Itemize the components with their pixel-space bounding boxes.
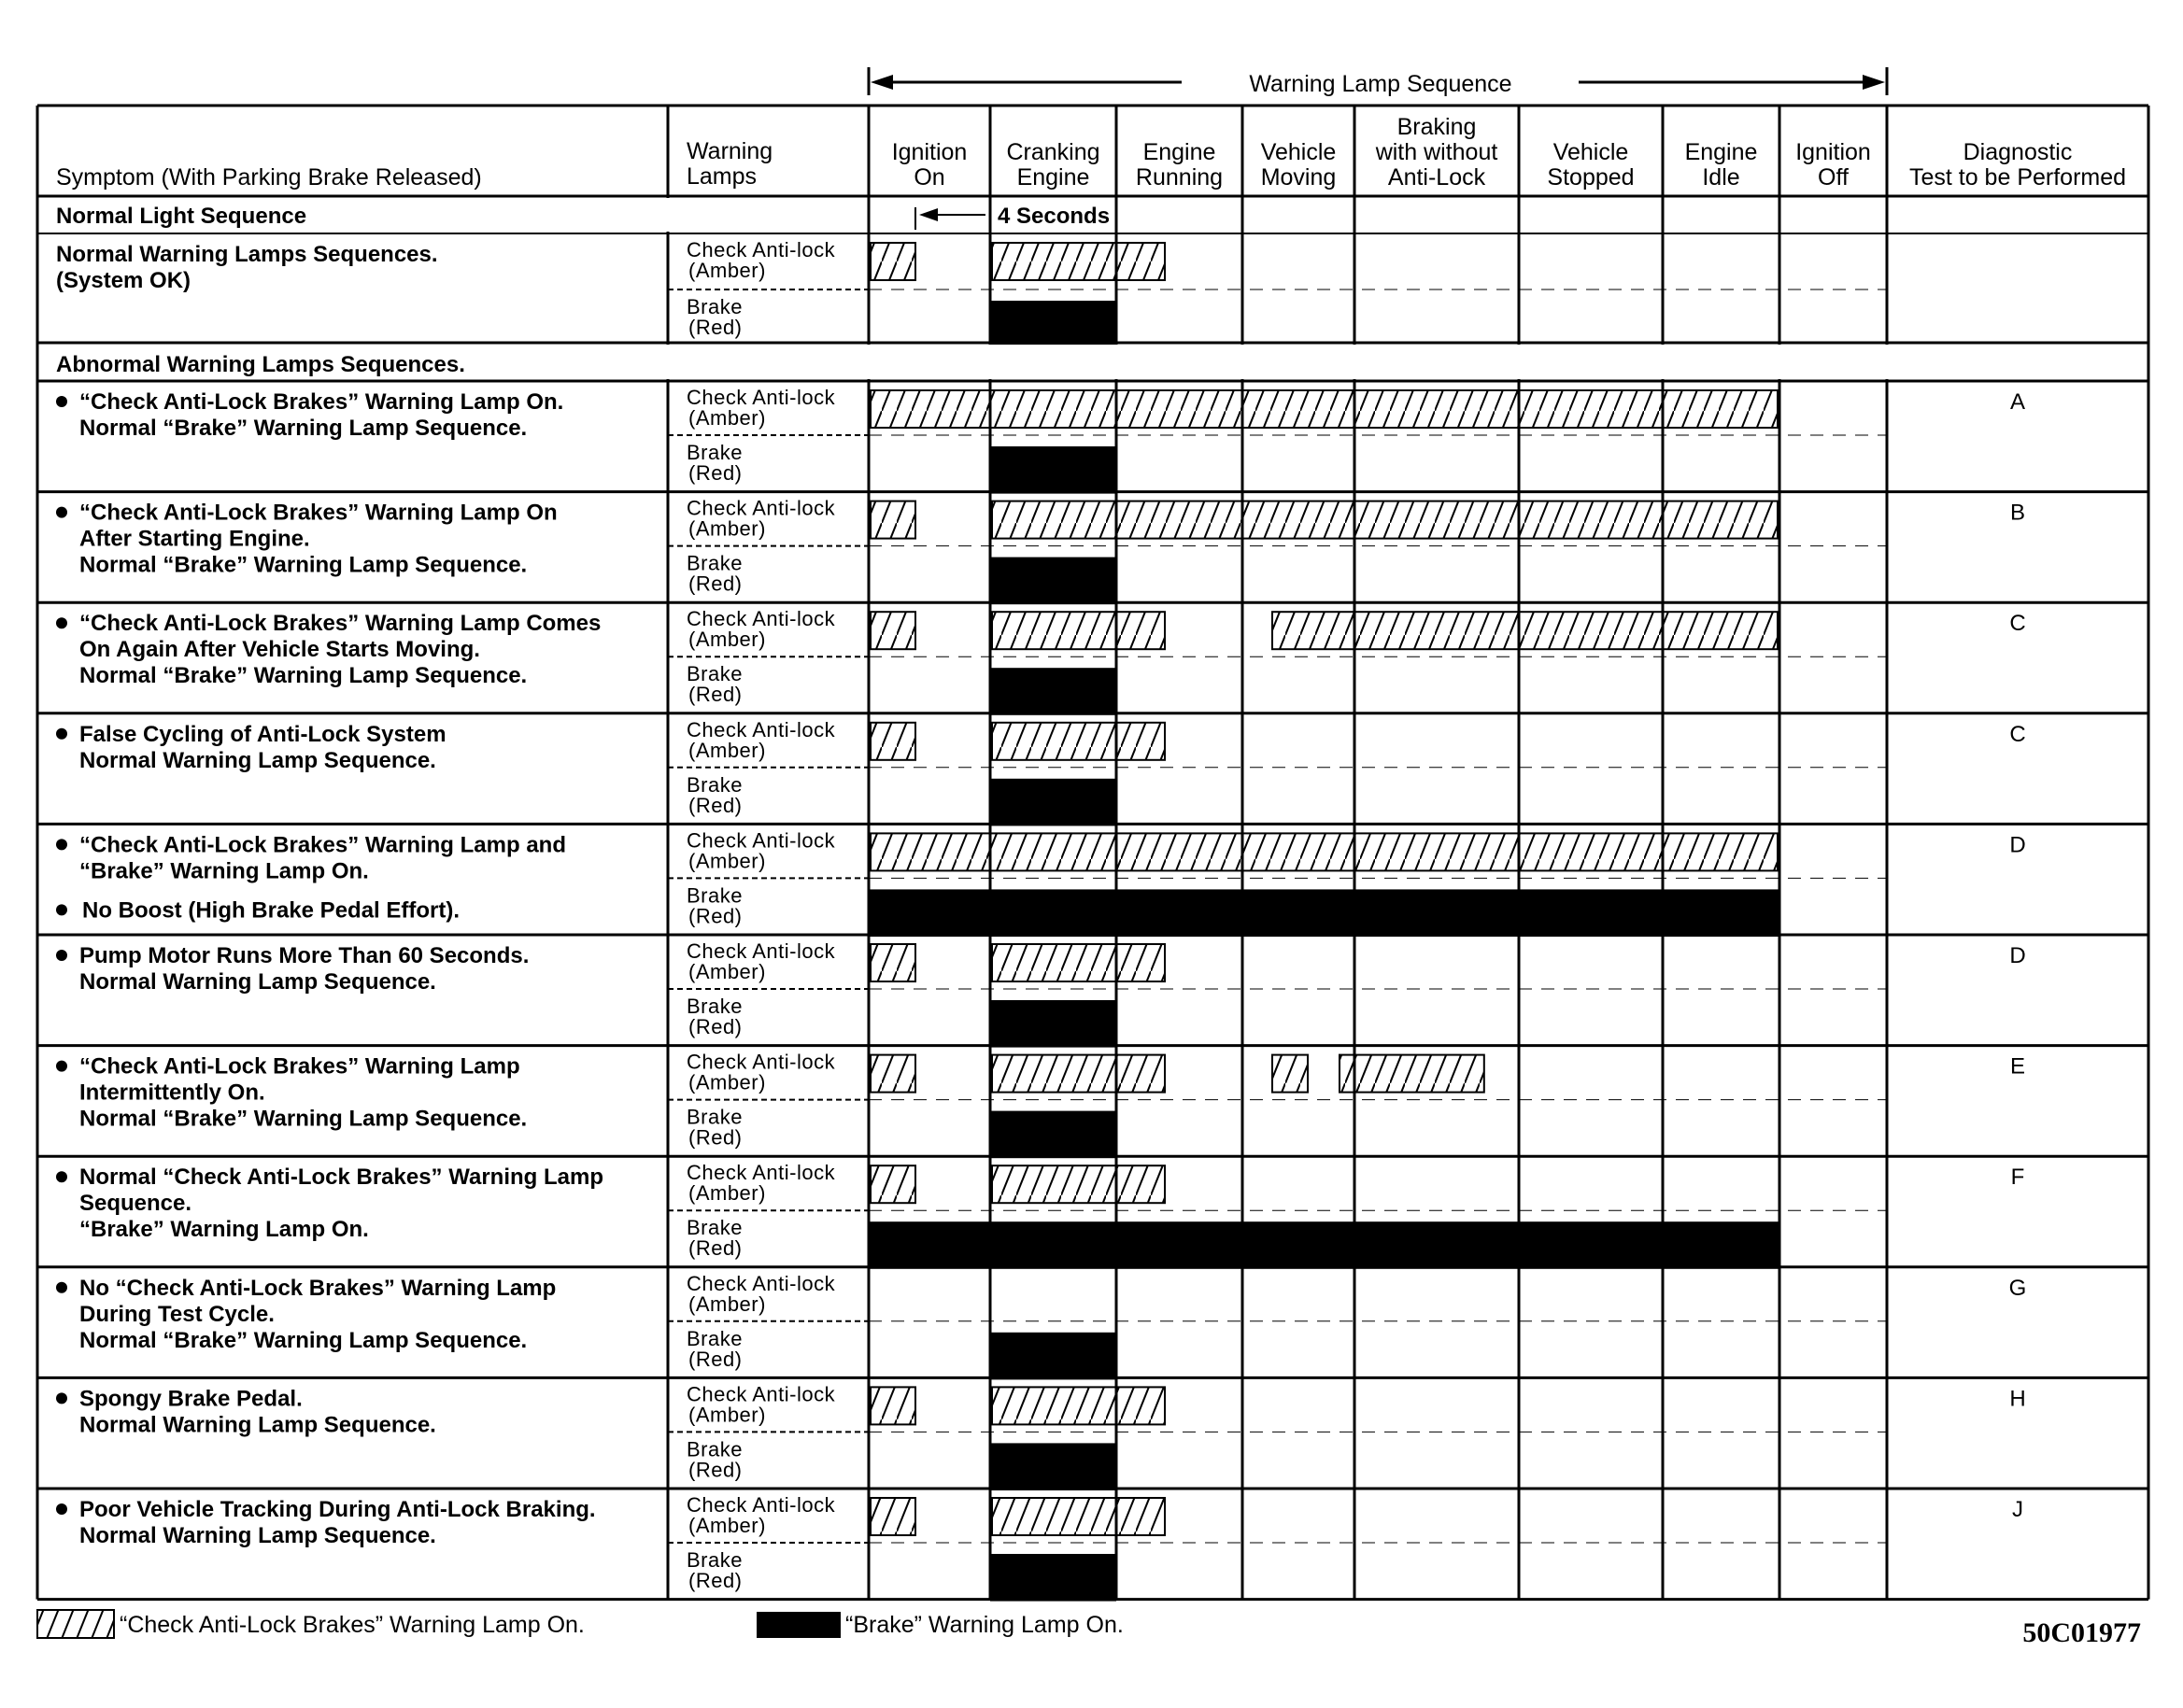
red-lamp-sublabel: (Red): [688, 1458, 743, 1482]
amber-lamp-sublabel: (Amber): [688, 738, 766, 762]
header-stage: Moving: [1260, 164, 1337, 191]
bullet: [56, 1282, 67, 1293]
amber-lamp-sublabel: (Amber): [688, 628, 766, 652]
red-lamp-label: Brake: [687, 1326, 743, 1350]
amber-lamp-label: Check Anti-lock: [687, 607, 836, 631]
title-arrowhead-right: [1863, 75, 1885, 90]
red-lamp-label: Brake: [687, 441, 743, 464]
amber-lamp-bar: [871, 243, 915, 280]
red-lamp-label: Brake: [687, 772, 743, 797]
amber-lamp-bar: [1272, 1055, 1308, 1093]
symptom-text: “Check Anti-Lock Brakes” Warning Lamp and: [79, 832, 566, 858]
symptom-text: “Brake” Warning Lamp On.: [79, 858, 369, 884]
amber-lamp-sublabel: (Amber): [688, 849, 766, 873]
symptom-text: After Starting Engine.: [79, 526, 310, 552]
red-lamp-sublabel: (Red): [688, 683, 743, 707]
amber-lamp-sublabel: (Amber): [688, 960, 766, 983]
red-lamp-label: Brake: [687, 1105, 743, 1129]
amber-lamp-sublabel: (Amber): [688, 1181, 766, 1206]
red-lamp-bar: [990, 668, 1116, 715]
bullet: [56, 1061, 67, 1072]
bullet: [56, 617, 67, 628]
amber-lamp-label: Check Anti-lock: [687, 717, 836, 741]
header-warning-lamps: Warning: [687, 138, 773, 164]
header-diagnostic: Diagnostic: [1963, 139, 2073, 165]
bullet: [56, 1392, 67, 1404]
diagnostic-test-letter: G: [2008, 1275, 2027, 1301]
amber-lamp-label: Check Anti-lock: [687, 386, 836, 409]
symptom-text: Normal “Brake” Warning Lamp Sequence.: [79, 1327, 528, 1353]
amber-lamp-bar: [992, 723, 1165, 760]
symptom-text: “Brake” Warning Lamp On.: [79, 1217, 369, 1243]
diagnostic-test-letter: C: [2009, 721, 2026, 747]
header-stage: Cranking: [1006, 139, 1100, 165]
amber-lamp-label: Check Anti-lock: [687, 939, 836, 963]
header-symptom: Symptom (With Parking Brake Released): [56, 164, 482, 191]
red-lamp-sublabel: (Red): [688, 461, 743, 485]
amber-lamp-bar: [992, 1387, 1165, 1424]
header-stage: Stopped: [1547, 164, 1635, 191]
symptom-text: Normal “Brake” Warning Lamp Sequence.: [79, 552, 528, 578]
symptom-text: (System OK): [56, 268, 191, 293]
red-lamp-sublabel: (Red): [688, 1569, 743, 1592]
symptom-text: Normal Warning Lamp Sequence.: [79, 747, 436, 773]
chart-title: Warning Lamp Sequence: [1249, 71, 1512, 97]
amber-lamp-bar: [1340, 1055, 1484, 1093]
symptom-text: Normal “Brake” Warning Lamp Sequence.: [79, 1106, 528, 1132]
header-stage: Braking: [1396, 114, 1477, 140]
symptom-text: Normal “Brake” Warning Lamp Sequence.: [79, 663, 528, 689]
diagnostic-test-letter: C: [2009, 611, 2026, 637]
bullet: [56, 950, 67, 961]
header-stage: Ignition: [891, 139, 968, 165]
amber-lamp-bar: [992, 1055, 1165, 1093]
symptom-text: Normal “Brake” Warning Lamp Sequence.: [79, 416, 528, 441]
amber-lamp-bar: [871, 1387, 915, 1424]
symptom-text: On Again After Vehicle Starts Moving.: [79, 637, 480, 663]
red-lamp-sublabel: (Red): [688, 1236, 743, 1261]
amber-lamp-bar: [871, 1165, 915, 1203]
red-lamp-bar: [990, 779, 1116, 826]
bullet: [56, 728, 67, 740]
header-stage: Off: [1818, 164, 1849, 191]
header-stage: Engine: [1142, 139, 1216, 165]
amber-lamp-label: Check Anti-lock: [687, 1050, 836, 1074]
red-lamp-bar: [869, 889, 1779, 937]
header-stage: Running: [1135, 164, 1224, 191]
red-lamp-bar: [990, 1111, 1116, 1159]
amber-lamp-bar: [871, 833, 1778, 870]
legend-amber-text: “Check Anti-Lock Brakes” Warning Lamp On.: [120, 1612, 585, 1638]
bullet: [56, 507, 67, 518]
legend-amber-swatch: [37, 1610, 114, 1638]
red-lamp-bar: [990, 1554, 1116, 1602]
red-lamp-label: Brake: [687, 551, 743, 575]
diagnostic-test-letter: B: [2009, 500, 2026, 526]
bullet: [56, 1503, 67, 1515]
header-stage: Vehicle: [1552, 139, 1629, 165]
symptom-text: No “Check Anti-Lock Brakes” Warning Lamp: [79, 1275, 557, 1301]
amber-lamp-sublabel: (Amber): [688, 1292, 766, 1316]
amber-lamp-bar: [871, 944, 915, 981]
amber-lamp-sublabel: (Amber): [688, 259, 766, 282]
red-lamp-label: Brake: [687, 1548, 743, 1572]
symptom-text: During Test Cycle.: [79, 1301, 275, 1327]
symptom-text: Spongy Brake Pedal.: [79, 1386, 303, 1412]
red-lamp-label: Brake: [687, 295, 743, 318]
bullet: [56, 1171, 67, 1182]
red-lamp-bar: [990, 1443, 1116, 1490]
red-lamp-bar: [990, 558, 1116, 605]
symptom-text: “Check Anti-Lock Brakes” Warning Lamp: [79, 1053, 520, 1080]
red-lamp-sublabel: (Red): [688, 316, 743, 339]
amber-lamp-label: Check Anti-lock: [687, 1493, 836, 1517]
red-lamp-bar: [990, 301, 1116, 345]
red-lamp-label: Brake: [687, 995, 743, 1018]
header-stage: On: [914, 164, 945, 191]
diagnostic-test-letter: J: [2012, 1497, 2023, 1522]
diagnostic-test-letter: F: [2010, 1165, 2025, 1191]
red-lamp-sublabel: (Red): [688, 572, 743, 596]
red-lamp-sublabel: (Red): [688, 793, 743, 817]
header-stage: with without: [1375, 139, 1498, 165]
diagnostic-test-letter: D: [2009, 943, 2026, 968]
red-lamp-label: Brake: [687, 1437, 743, 1461]
amber-lamp-sublabel: (Amber): [688, 1070, 766, 1094]
header-stage: Ignition: [1795, 139, 1871, 165]
red-lamp-label: Brake: [687, 883, 743, 908]
diagnostic-test-letter: H: [2009, 1386, 2026, 1412]
amber-lamp-bar: [871, 723, 915, 760]
red-lamp-label: Brake: [687, 662, 743, 686]
amber-lamp-label: Check Anti-lock: [687, 496, 836, 520]
red-lamp-sublabel: (Red): [688, 1125, 743, 1150]
normal-section-label: Normal Light Sequence: [56, 204, 307, 229]
amber-lamp-bar: [992, 1498, 1165, 1535]
red-lamp-sublabel: (Red): [688, 1347, 743, 1371]
amber-lamp-sublabel: (Amber): [688, 1403, 766, 1427]
symptom-text: Normal “Check Anti-Lock Brakes” Warning Lamp: [79, 1165, 603, 1191]
bullet: [56, 904, 67, 915]
symptom-text: Pump Motor Runs More Than 60 Seconds.: [79, 943, 530, 968]
header-stage: Engine: [1684, 139, 1758, 165]
symptom-text: Normal Warning Lamp Sequence.: [79, 1412, 436, 1438]
red-lamp-label: Brake: [687, 1216, 743, 1240]
amber-lamp-label: Check Anti-lock: [687, 1161, 836, 1185]
amber-lamp-bar: [992, 944, 1165, 981]
symptom-text: Normal Warning Lamp Sequence.: [79, 1523, 436, 1548]
red-lamp-bar: [990, 1000, 1116, 1048]
amber-lamp-label: Check Anti-lock: [687, 828, 836, 853]
amber-lamp-label: Check Anti-lock: [687, 238, 836, 261]
figure-code: 50C01977: [2022, 1617, 2141, 1648]
amber-lamp-sublabel: (Amber): [688, 1514, 766, 1537]
amber-lamp-bar: [871, 612, 915, 649]
symptom-text: Sequence.: [79, 1191, 192, 1217]
red-lamp-bar: [990, 1333, 1116, 1380]
symptom-text: “Check Anti-Lock Brakes” Warning Lamp Comes: [79, 611, 602, 637]
amber-lamp-bar: [871, 1055, 915, 1093]
symptom-text: “Check Anti-Lock Brakes” Warning Lamp On: [79, 500, 558, 526]
bullet: [56, 839, 67, 850]
header-warning-lamps: Lamps: [687, 163, 758, 190]
symptom-text: Intermittently On.: [79, 1080, 265, 1106]
header-stage: Engine: [1016, 164, 1090, 191]
amber-lamp-sublabel: (Amber): [688, 516, 766, 541]
amber-lamp-label: Check Anti-lock: [687, 1382, 836, 1406]
header-stage: Idle: [1702, 164, 1740, 191]
diagnostic-test-letter: D: [2009, 832, 2026, 858]
amber-lamp-bar: [992, 501, 1778, 539]
diagnostic-test-letter: E: [2009, 1053, 2026, 1080]
symptom-text: Normal Warning Lamp Sequence.: [79, 969, 436, 995]
amber-lamp-bar: [992, 243, 1165, 280]
amber-lamp-bar: [1272, 612, 1778, 649]
symptom-text: Normal Warning Lamps Sequences.: [56, 242, 438, 267]
amber-lamp-bar: [871, 390, 1778, 428]
header-stage: Anti-Lock: [1387, 164, 1486, 191]
diagnostic-test-letter: A: [2009, 389, 2026, 415]
symptom-text: False Cycling of Anti-Lock System: [79, 721, 447, 747]
abnormal-section-label: Abnormal Warning Lamps Sequences.: [56, 352, 465, 377]
amber-lamp-bar: [871, 501, 915, 539]
bullet: [56, 396, 67, 407]
red-lamp-bar: [869, 1221, 1779, 1269]
header-stage: Vehicle: [1260, 139, 1337, 165]
red-lamp-bar: [990, 446, 1116, 494]
symptom-extra-text: No Boost (High Brake Pedal Effort).: [82, 897, 461, 924]
four-seconds-label: 4 Seconds: [998, 204, 1111, 229]
amber-lamp-bar: [992, 1165, 1165, 1203]
four-sec-arrowhead: [919, 208, 938, 221]
amber-lamp-bar: [992, 612, 1165, 649]
amber-lamp-bar: [871, 1498, 915, 1535]
legend-red-swatch: [757, 1612, 841, 1638]
amber-lamp-sublabel: (Amber): [688, 406, 766, 430]
title-arrowhead-left: [871, 75, 893, 90]
red-lamp-sublabel: (Red): [688, 1015, 743, 1038]
symptom-text: Poor Vehicle Tracking During Anti-Lock Braking.: [79, 1497, 596, 1522]
amber-lamp-label: Check Anti-lock: [687, 1271, 836, 1295]
header-diagnostic: Test to be Performed: [1908, 164, 2127, 191]
legend-red-text: “Brake” Warning Lamp On.: [845, 1612, 1124, 1638]
symptom-text: “Check Anti-Lock Brakes” Warning Lamp On.: [79, 389, 564, 415]
red-lamp-sublabel: (Red): [688, 904, 743, 928]
